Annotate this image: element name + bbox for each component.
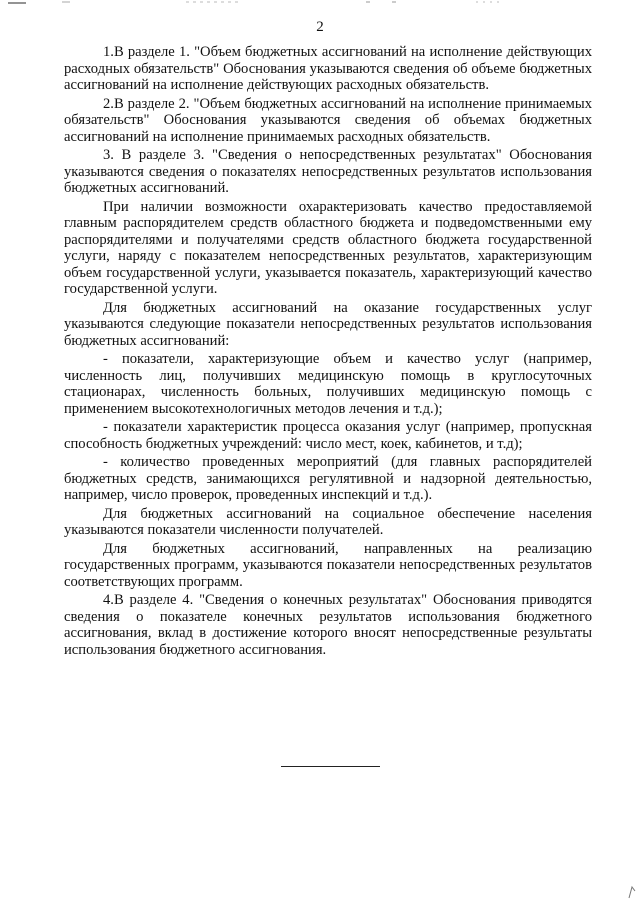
paragraph-section-4: 4.В разделе 4. "Сведения о конечных результатах" Обоснования приводятся сведения о показателе конечных результатов использования бюджетного ассигнования, вклад в достижение которого вносят непосредственные результаты использования бюджетного ассигнования. (64, 592, 592, 658)
list-item-process-characteristics: - показатели характеристик процесса оказания услуг (например, пропускная способность бюджетных учреждений: число мест, коек, кабинетов, и т.д); (64, 419, 592, 452)
list-item-volume-quality: - показатели, характеризующие объем и качество услуг (например, численность лиц, получивших медицинскую помощь в круглосуточных стационарах, численность больных, получивших медицинскую помощь с применением высокотехнологичных методов лечения и т.д.); (64, 351, 592, 417)
list-item-events-count: - количество проведенных мероприятий (для главных распорядителей бюджетных средств, занимающихся регулятивной и надзорной деятельностью, например, число проверок, проведенных инспекций и т.д.). (64, 454, 592, 503)
paragraph-section-3: 3. В разделе 3. "Сведения о непосредственных результатах" Обоснования указываются сведения о показателях непосредственных результатов использования бюджетных ассигнований. (64, 147, 592, 196)
paragraph-social-security: Для бюджетных ассигнований на социальное обеспечение населения указываются показатели численности получателей. (64, 505, 592, 538)
closing-rule (281, 766, 380, 767)
scan-artifact-marks (0, 0, 640, 8)
paragraph-quality-indicator: При наличии возможности охарактеризовать качество предоставляемой главным распорядителем средств областного бюджета и подведомственными ему распорядителями и получателями средств областного бюджета государственной услуги, наряду с показателем непосредственных результатов, характеризующим объем государственной услуги, указывается показатель, характеризующий качество государственной услуги. (64, 198, 592, 297)
paragraph-section-2: 2.В разделе 2. "Объем бюджетных ассигнований на исполнение принимаемых обязательств" Обоснования указываются сведения об объемах бюджетных ассигнований на исполнение принимаемых расходных обязательств. (64, 95, 592, 145)
paragraph-services-intro: Для бюджетных ассигнований на оказание государственных услуг указываются следующие показатели непосредственных результатов использования бюджетных ассигнований: (64, 299, 592, 349)
scan-edge-mark (628, 885, 636, 899)
document-body (64, 44, 592, 660)
paragraph-state-programs: Для бюджетных ассигнований, направленных на реализацию государственных программ, указываются показатели непосредственных результатов соответствующих программ. (64, 540, 592, 590)
paragraph-section-1: 1.В разделе 1. "Объем бюджетных ассигнований на исполнение действующих расходных обязательств" Обоснования указываются сведения об объеме бюджетных ассигнований на исполнение действующих расходных обязательств. (64, 44, 592, 93)
page-number: 2 (316, 19, 324, 35)
